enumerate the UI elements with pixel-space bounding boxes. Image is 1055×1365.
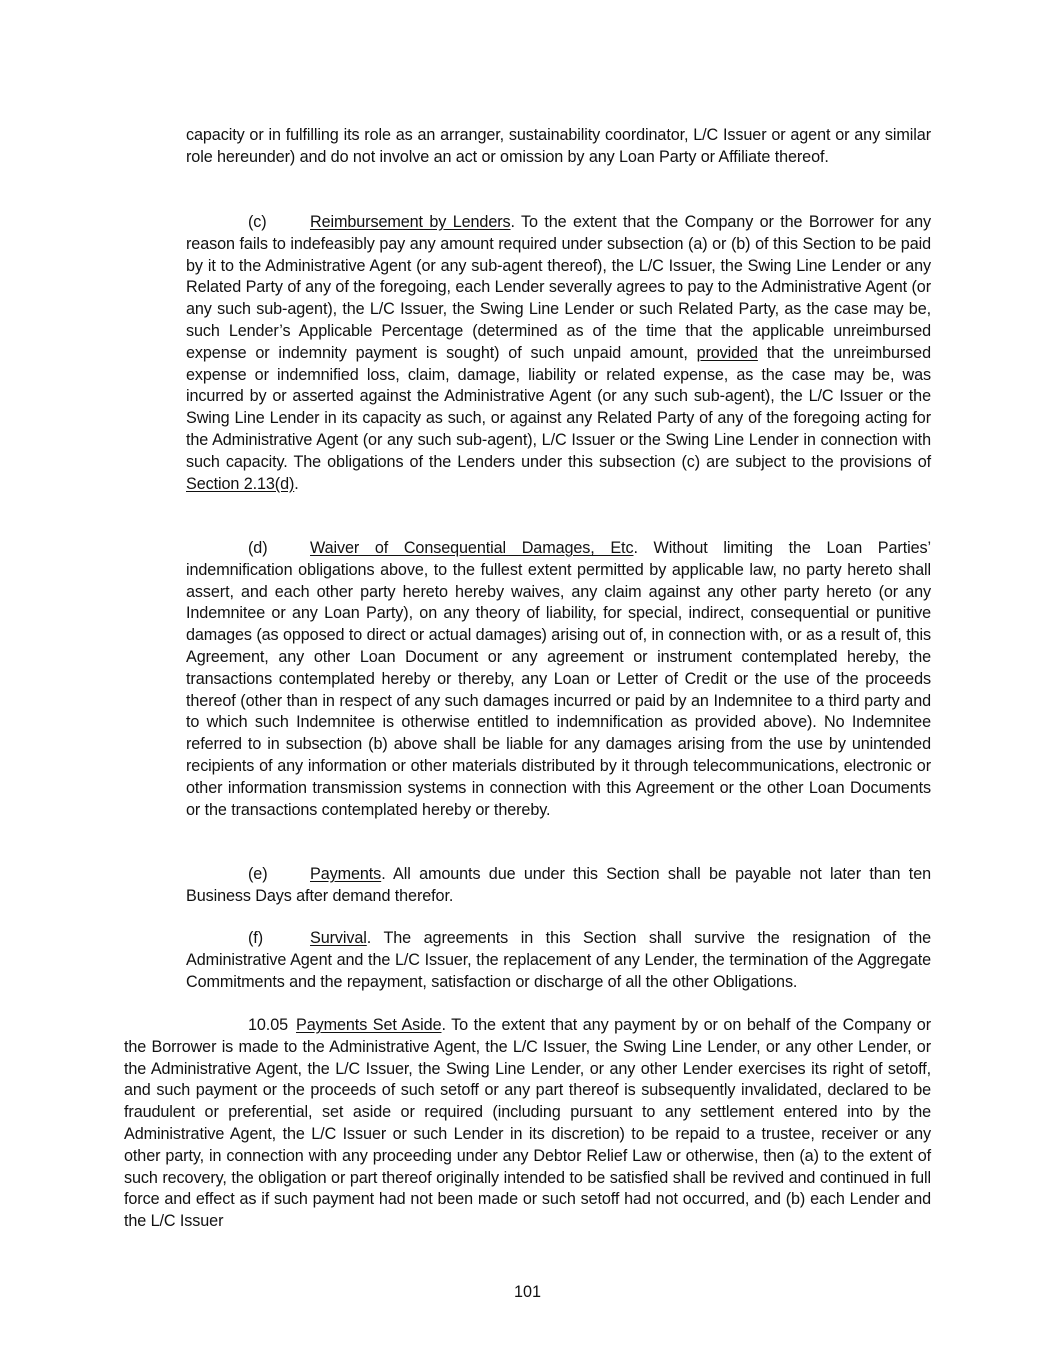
paragraph-e-text: . All amounts due under this Section shall be payable not later than ten Business Days after demand therefor. xyxy=(186,865,931,905)
paragraph-f xyxy=(186,928,931,993)
paragraph-c-text-2: that the unreimbursed expense or indemnified loss, claim, damage, liability or related expense, as the case may be, was incurred by or asserted against the Administrative Agent (or any such sub-agent), the L/C Issuer or the Swing Line Lender in its capacity as such, or against any Related Party of any of the foregoing acting for the Administrative Agent (or any such sub-agent), L/C Issuer or the Swing Line Lender in connection with such capacity. The obligations of the Lenders under this subsection (c) are subject to the provisions of xyxy=(186,343,931,471)
paragraph-c xyxy=(186,212,931,495)
paragraph-c-text-1: . To the extent that the Company or the Borrower for any reason fails to indefeasibly pay any amount required under subsection (a) or (b) of this Section to be paid by it to the Administrative Agent (or any sub-agent thereof), the L/C Issuer, the Swing Line Lender or any Related Party of any of the foregoing, each Lender severally agrees to pay to the Administrative Agent (or any such sub-agent), the L/C Issuer, the Swing Line Lender or such Related Party, as the case may be, such Lender’s Applicable Percentage (determined as of the time that the applicable unreimbursed expense or indemnity payment is sought) of such unpaid amount, xyxy=(186,213,931,362)
paragraph-e-label: (e) xyxy=(248,865,268,883)
paragraph-d-text: . Without limiting the Loan Parties’ indemnification obligations above, to the fullest extent permitted by applicable law, no party hereto shall assert, and each other party hereto hereby waives, any claim against any other party hereto (or any Indemnitee or any Loan Party), on any theory of liability, for special, indirect, consequential or punitive damages (as opposed to direct or actual damages) arising out of, in connection with, or as a result of, this Agreement, any other Loan Document or any agreement or instrument contemplated hereby, the transactions contemplated hereby or thereby, any Loan or Letter of Credit or the use of the proceeds thereof (other than in respect of any such damages incurred or paid by an Indemnitee to a third party and to which such Indemnitee is otherwise entitled to indemnification as provided above). No Indemnitee referred to in subsection (b) above shall be liable for any damages arising from the use by unintended recipients of any information or other materials distributed by it through telecommunications, electronic or other information transmission systems in connection with this Agreement or the other Loan Documents or the transactions contemplated hereby or thereby. xyxy=(186,539,931,819)
paragraph-e xyxy=(186,864,931,908)
paragraph-continuation xyxy=(186,125,931,169)
section-reference: Section 2.13(d) xyxy=(186,474,295,493)
provided-term: provided xyxy=(696,343,758,362)
paragraph-f-label: (f) xyxy=(248,929,263,947)
section-10-05-number: 10.05 xyxy=(248,1016,289,1034)
paragraph-c-heading: Reimbursement by Lenders xyxy=(310,213,511,231)
section-10-05-heading: Payments Set Aside xyxy=(296,1016,442,1034)
paragraph-c-label: (c) xyxy=(248,213,267,231)
paragraph-continuation-text: capacity or in fulfilling its role as an arranger, sustainability coordinator, L/C Issuer or agent or any similar role hereunder) and do not involve an act or omission by any Loan Party or Affiliate thereof. xyxy=(186,126,931,166)
section-10-05 xyxy=(124,1015,931,1233)
paragraph-c-text-3: . xyxy=(294,474,299,493)
paragraph-f-heading: Survival xyxy=(310,929,367,947)
paragraph-f-text: . The agreements in this Section shall survive the resignation of the Administrative Agent and the L/C Issuer, the replacement of any Lender, the termination of the Aggregate Commitments and the repayment, satisfaction or discharge of all the other Obligations. xyxy=(186,929,931,991)
section-10-05-text: . To the extent that any payment by or on behalf of the Company or the Borrower is made to the Administrative Agent, the L/C Issuer, the Swing Line Lender, or any other Lender, or the Administrative Agent, the L/C Issuer, the Swing Line Lender, or any other Lender exercises its right of setoff, and such payment or the proceeds of such setoff or any part thereof is subsequently invalidated, declared to be fraudulent or preferential, set aside or required (including pursuant to any settlement entered into by the Administrative Agent, the L/C Issuer or such Lender in its discretion) to be repaid to a trustee, receiver or any other party, in connection with any proceeding under any Debtor Relief Law or otherwise, then (a) to the extent of such recovery, the obligation or part thereof originally intended to be satisfied shall be revived and continued in full force and effect as if such payment had not been made or such setoff had not occurred, and (b) each Lender and the L/C Issuer xyxy=(124,1016,931,1231)
page-number: 101 xyxy=(513,1283,541,1301)
paragraph-e-heading: Payments xyxy=(310,865,382,883)
paragraph-d xyxy=(186,538,931,821)
paragraph-d-label: (d) xyxy=(248,539,268,557)
paragraph-d-heading: Waiver of Consequential Damages, Etc xyxy=(310,539,634,557)
